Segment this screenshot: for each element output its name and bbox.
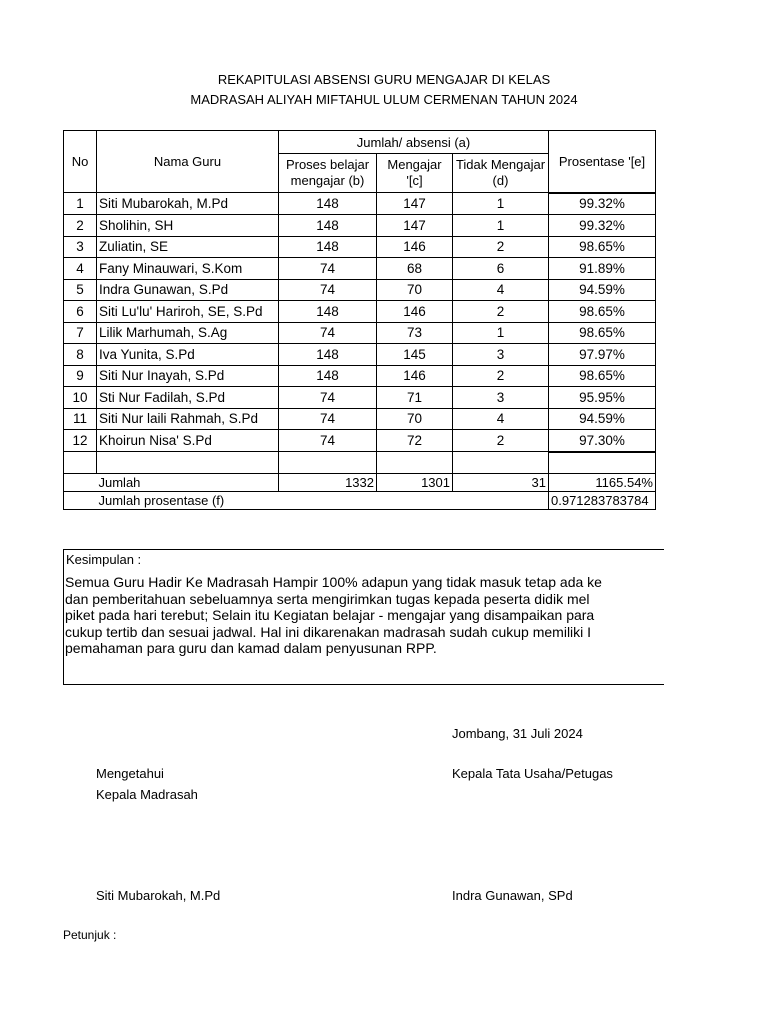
row-nama-guru: Fany Minauwari, S.Kom xyxy=(97,258,279,280)
row-prosentase: 94.59% xyxy=(549,408,656,430)
row-tidak: 1 xyxy=(453,322,549,344)
row-prosentase: 99.32% xyxy=(549,215,656,237)
report-title-line-2: MADRASAH ALIYAH MIFTAHUL ULUM CERMENAN TAHUN 2024 xyxy=(190,92,578,107)
row-mengajar: 72 xyxy=(377,430,453,452)
kesimpulan-line: cukup tertib dan sesuai jadwal. Hal ini dikarenakan madrasah sudah cukup memiliki I xyxy=(65,623,592,640)
table-row xyxy=(64,322,656,344)
row-mengajar: 70 xyxy=(377,279,453,301)
header-jumlah-absensi: Jumlah/ absensi (a) xyxy=(279,131,549,154)
kepala-madrasah-label: Kepala Madrasah xyxy=(96,787,198,802)
row-proses: 74 xyxy=(279,387,377,409)
row-mengajar: 147 xyxy=(377,193,453,215)
table-body xyxy=(64,193,656,452)
table-row xyxy=(64,408,656,430)
header-mengajar: Mengajar '[c] xyxy=(377,154,453,193)
jumlah-prosentase-value: 0.971283783784 xyxy=(549,491,656,509)
row-proses: 74 xyxy=(279,408,377,430)
row-nama-guru: Iva Yunita, S.Pd xyxy=(97,344,279,366)
blank-cell xyxy=(549,452,656,474)
row-tidak: 2 xyxy=(453,301,549,323)
row-tidak: 6 xyxy=(453,258,549,280)
table-row xyxy=(64,193,656,215)
row-mengajar: 146 xyxy=(377,365,453,387)
row-mengajar: 70 xyxy=(377,408,453,430)
jumlah-no-cell xyxy=(64,473,97,491)
row-tidak: 4 xyxy=(453,279,549,301)
blank-cell xyxy=(377,452,453,474)
table-row xyxy=(64,301,656,323)
row-no: 10 xyxy=(64,387,97,409)
kesimpulan-label: Kesimpulan : xyxy=(66,552,142,567)
jumlah-tidak: 31 xyxy=(453,473,549,491)
blank-cell xyxy=(453,452,549,474)
jumlah-prosentase-row xyxy=(64,491,656,509)
table-row xyxy=(64,365,656,387)
row-prosentase: 94.59% xyxy=(549,279,656,301)
row-mengajar: 73 xyxy=(377,322,453,344)
jumlah-label: Jumlah xyxy=(97,473,279,491)
row-proses: 148 xyxy=(279,236,377,258)
row-proses: 74 xyxy=(279,279,377,301)
header-prosentase: Prosentase '[e] xyxy=(549,131,656,193)
table-row xyxy=(64,387,656,409)
jp-no-cell xyxy=(64,491,97,509)
kesimpulan-line: Semua Guru Hadir Ke Madrasah Hampir 100% adapun yang tidak masuk tetap ada ke xyxy=(65,574,602,590)
row-tidak: 4 xyxy=(453,408,549,430)
kepala-tu-label: Kepala Tata Usaha/Petugas xyxy=(452,766,613,781)
row-mengajar: 71 xyxy=(377,387,453,409)
kesimpulan-line: dan pemberitahuan sebeluamnya serta mengirimkan tugas kepada peserta didik mel xyxy=(65,590,590,607)
attendance-table xyxy=(63,130,656,510)
row-nama-guru: Indra Gunawan, S.Pd xyxy=(97,279,279,301)
row-tidak: 1 xyxy=(453,215,549,237)
row-nama-guru: Siti Nur laili Rahmah, S.Pd xyxy=(97,408,279,430)
row-proses: 148 xyxy=(279,193,377,215)
row-prosentase: 98.65% xyxy=(549,365,656,387)
row-nama-guru: Sholihin, SH xyxy=(97,215,279,237)
row-nama-guru: Zuliatin, SE xyxy=(97,236,279,258)
row-no: 6 xyxy=(64,301,97,323)
row-prosentase: 91.89% xyxy=(549,258,656,280)
row-proses: 74 xyxy=(279,322,377,344)
row-mengajar: 68 xyxy=(377,258,453,280)
blank-row xyxy=(64,452,656,474)
row-tidak: 2 xyxy=(453,236,549,258)
table-row xyxy=(64,344,656,366)
row-proses: 148 xyxy=(279,301,377,323)
row-proses: 148 xyxy=(279,365,377,387)
row-no: 4 xyxy=(64,258,97,280)
row-proses: 148 xyxy=(279,344,377,366)
row-nama-guru: Lilik Marhumah, S.Ag xyxy=(97,322,279,344)
header-no: No xyxy=(64,131,97,193)
header-tidak-mengajar: Tidak Mengajar (d) xyxy=(453,154,549,193)
row-nama-guru: Siti Mubarokah, M.Pd xyxy=(97,193,279,215)
mengetahui-label: Mengetahui xyxy=(96,766,164,781)
petunjuk-label: Petunjuk : xyxy=(63,928,117,942)
row-prosentase: 95.95% xyxy=(549,387,656,409)
kesimpulan-box xyxy=(63,549,664,685)
left-signatory-name: Siti Mubarokah, M.Pd xyxy=(96,888,221,903)
row-no: 1 xyxy=(64,193,97,215)
row-mengajar: 147 xyxy=(377,215,453,237)
row-nama-guru: Siti Nur Inayah, S.Pd xyxy=(97,365,279,387)
row-no: 2 xyxy=(64,215,97,237)
row-no: 7 xyxy=(64,322,97,344)
header-nama-guru: Nama Guru xyxy=(97,131,279,193)
row-mengajar: 145 xyxy=(377,344,453,366)
row-prosentase: 98.65% xyxy=(549,301,656,323)
row-prosentase: 99.32% xyxy=(549,193,656,215)
table-row xyxy=(64,236,656,258)
table-row xyxy=(64,258,656,280)
jumlah-prosentase-label: Jumlah prosentase (f) xyxy=(97,491,549,509)
row-nama-guru: Sti Nur Fadilah, S.Pd xyxy=(97,387,279,409)
row-no: 3 xyxy=(64,236,97,258)
row-mengajar: 146 xyxy=(377,301,453,323)
row-tidak: 1 xyxy=(453,193,549,215)
row-no: 11 xyxy=(64,408,97,430)
row-prosentase: 98.65% xyxy=(549,322,656,344)
blank-cell xyxy=(64,452,97,474)
row-no: 5 xyxy=(64,279,97,301)
jumlah-row xyxy=(64,473,656,491)
kesimpulan-line: piket pada hari terebut; Selain itu Kegiatan belajar - mengajar yang disampaikan para xyxy=(65,607,595,623)
report-title-line-1: REKAPITULASI ABSENSI GURU MENGAJAR DI KELAS xyxy=(217,72,551,87)
right-signatory-name: Indra Gunawan, SPd xyxy=(452,888,573,903)
table-row xyxy=(64,430,656,452)
row-tidak: 2 xyxy=(453,430,549,452)
table-row xyxy=(64,279,656,301)
header-proses-belajar: Proses belajar mengajar (b) xyxy=(279,154,377,193)
row-mengajar: 146 xyxy=(377,236,453,258)
row-proses: 74 xyxy=(279,430,377,452)
row-no: 12 xyxy=(64,430,97,452)
row-nama-guru: Siti Lu'lu' Hariroh, SE, S.Pd xyxy=(97,301,279,323)
row-tidak: 3 xyxy=(453,344,549,366)
blank-cell xyxy=(279,452,377,474)
row-nama-guru: Khoirun Nisa' S.Pd xyxy=(97,430,279,452)
blank-cell xyxy=(97,452,279,474)
row-tidak: 2 xyxy=(453,365,549,387)
row-no: 8 xyxy=(64,344,97,366)
row-proses: 74 xyxy=(279,258,377,280)
row-tidak: 3 xyxy=(453,387,549,409)
table-row xyxy=(64,215,656,237)
row-prosentase: 98.65% xyxy=(549,236,656,258)
row-prosentase: 97.97% xyxy=(549,344,656,366)
row-proses: 148 xyxy=(279,215,377,237)
place-date: Jombang, 31 Juli 2024 xyxy=(452,726,583,741)
row-no: 9 xyxy=(64,365,97,387)
row-prosentase: 97.30% xyxy=(549,430,656,452)
jumlah-prosentase: 1165.54% xyxy=(549,473,656,491)
jumlah-mengajar: 1301 xyxy=(377,473,453,491)
jumlah-proses: 1332 xyxy=(279,473,377,491)
kesimpulan-line: pemahaman para guru dan kamad dalam penyusunan RPP. xyxy=(65,640,437,656)
kesimpulan-text xyxy=(65,574,664,657)
